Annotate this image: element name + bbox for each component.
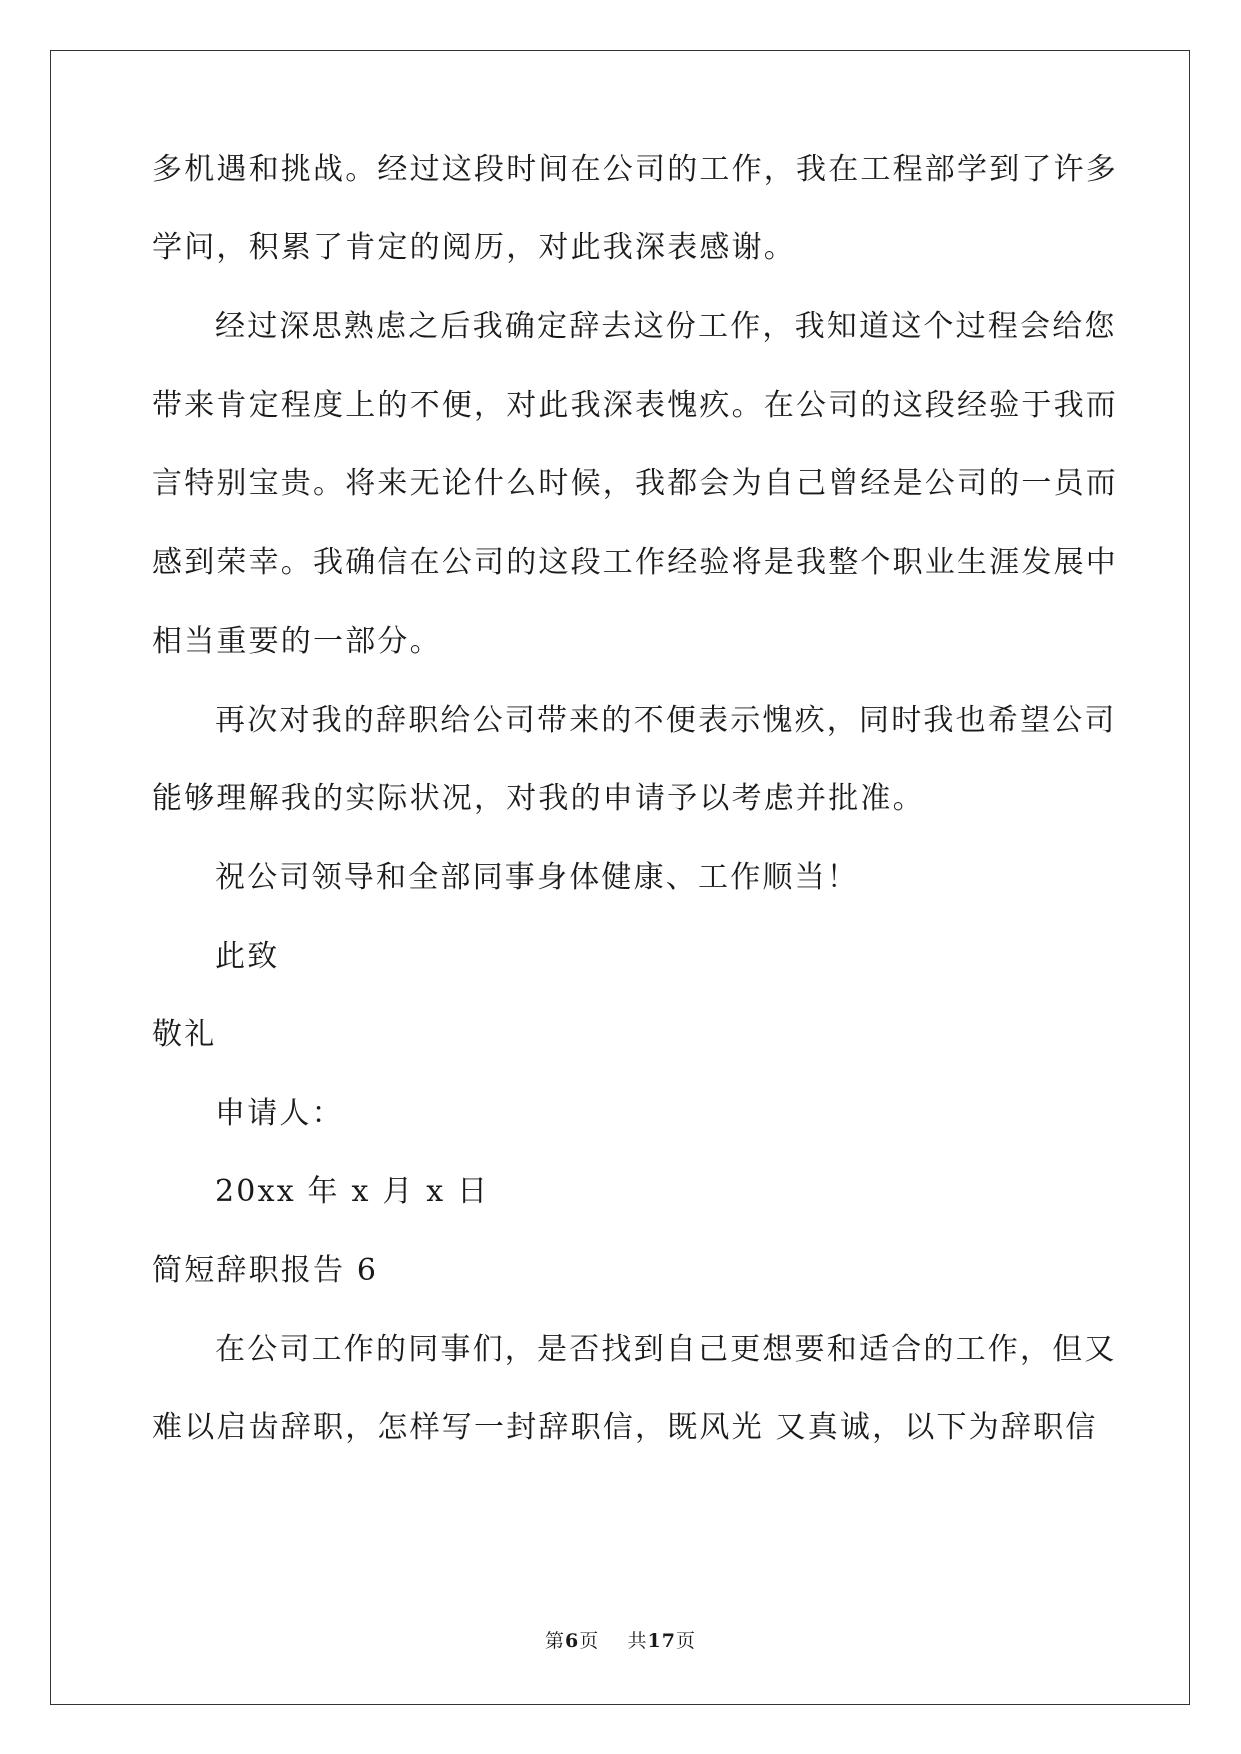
paragraph-start-line: 经过深思熟虑之后我确定辞去这份工作，我知道这个过程会给您 — [215, 309, 1117, 344]
body-line-2: 学问，积累了肯定的阅历，对此我深表感谢。 — [152, 230, 796, 265]
salutation-jingli: 敬礼 — [152, 1017, 217, 1052]
closing-wishes: 祝公司领导和全部同事身体健康、工作顺当！ — [215, 860, 859, 895]
paragraph-start-line: 在公司工作的同事们，是否找到自己更想要和适合的工作，但又 — [215, 1332, 1117, 1367]
footer-prefix: 第 — [545, 1630, 566, 1652]
salutation-cizhi: 此致 — [215, 939, 280, 974]
footer-total-pages: 17 — [647, 1630, 676, 1652]
body-line-9: 能够理解我的实际状况，对我的申请予以考虑并批准。 — [152, 781, 925, 816]
body-line-7: 相当重要的一部分。 — [152, 624, 442, 659]
body-line-6: 感到荣幸。我确信在公司的这段工作经验将是我整个职业生涯发展中 — [152, 545, 1118, 580]
footer-total-prefix: 共 — [627, 1630, 648, 1652]
page-footer — [0, 1626, 1241, 1653]
body-line-4: 带来肯定程度上的不便，对此我深表愧疚。在公司的这段经验于我而 — [152, 388, 1118, 423]
applicant-label: 申请人： — [215, 1096, 344, 1131]
footer-page-number: 6 — [565, 1630, 580, 1652]
body-line-17: 难以启齿辞职，怎样写一封辞职信，既风光 又真诚，以下为辞职信 — [152, 1410, 1098, 1445]
body-line-1: 多机遇和挑战。经过这段时间在公司的工作，我在工程部学到了许多 — [152, 152, 1118, 187]
body-line-5: 言特别宝贵。将来无论什么时候，我都会为自己曾经是公司的一员而 — [152, 466, 1118, 501]
footer-page-suffix: 页 — [579, 1630, 600, 1652]
footer-total-suffix: 页 — [675, 1630, 696, 1652]
paragraph-start-line: 再次对我的辞职给公司带来的不便表示愧疚，同时我也希望公司 — [215, 703, 1117, 738]
section-heading: 简短辞职报告 6 — [152, 1253, 379, 1288]
date-line: 20xx 年 x 月 x 日 — [215, 1174, 490, 1209]
